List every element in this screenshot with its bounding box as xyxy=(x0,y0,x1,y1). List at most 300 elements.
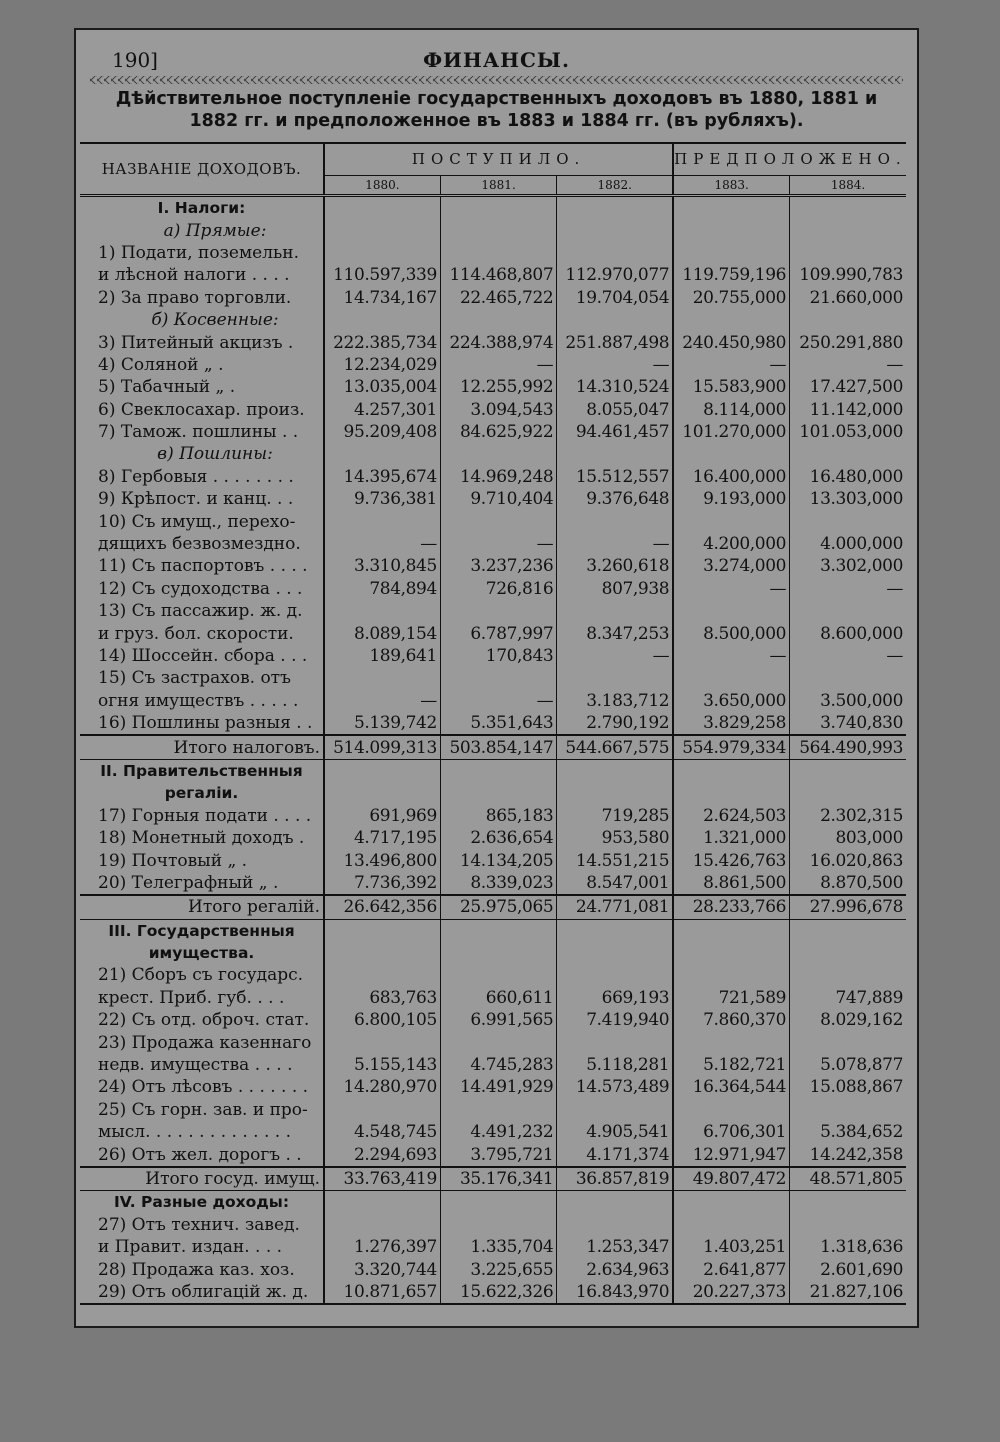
subsection-heading: а) Прямые: xyxy=(163,220,267,241)
row-label: 29) Отъ облигацій ж. д. xyxy=(98,1281,309,1302)
row-label: огня имуществъ . . . . . xyxy=(98,690,299,711)
value-cell xyxy=(790,1214,906,1236)
value-cell: — xyxy=(673,645,789,667)
value-cell: 4.171,374 xyxy=(557,1143,673,1166)
value-cell xyxy=(324,510,440,532)
table-row xyxy=(80,376,906,398)
value-cell: 20.755,000 xyxy=(673,287,789,309)
value-cell: 3.740,830 xyxy=(790,712,906,735)
value-cell xyxy=(673,782,789,804)
value-cell: 2.790,192 xyxy=(557,712,673,735)
table-row xyxy=(80,533,906,555)
value-cell: 1.403,251 xyxy=(673,1236,789,1258)
value-cell xyxy=(440,919,556,942)
value-cell: — xyxy=(790,645,906,667)
value-cell: 544.667,575 xyxy=(557,735,673,759)
value-cell: 4.905,541 xyxy=(557,1121,673,1143)
value-cell: 2.601,690 xyxy=(790,1258,906,1280)
value-cell: 3.274,000 xyxy=(673,555,789,577)
value-cell: 8.029,162 xyxy=(790,1009,906,1031)
value-cell: 669,193 xyxy=(557,987,673,1009)
value-cell xyxy=(440,1031,556,1053)
value-cell: 14.395,674 xyxy=(324,466,440,488)
row-label: 11) Съ паспортовъ . . . . xyxy=(98,556,308,577)
value-cell xyxy=(324,759,440,782)
row-label: 20) Телеграфный „ . xyxy=(98,872,279,893)
value-cell: 6.800,105 xyxy=(324,1009,440,1031)
section-heading: III. Государственныя xyxy=(80,919,324,942)
value-cell: — xyxy=(440,533,556,555)
value-cell: 8.600,000 xyxy=(790,622,906,644)
total-label: Итого налоговъ. xyxy=(80,735,324,759)
value-cell xyxy=(790,1031,906,1053)
value-cell xyxy=(673,942,789,964)
value-cell: 2.302,315 xyxy=(790,805,906,827)
value-cell: 95.209,408 xyxy=(324,421,440,443)
value-cell: 21.660,000 xyxy=(790,287,906,309)
row-label: 16) Пошлины разныя . . xyxy=(98,713,313,734)
value-cell: 84.625,922 xyxy=(440,421,556,443)
value-cell: 4.257,301 xyxy=(324,399,440,421)
table-row xyxy=(80,331,906,353)
table-row xyxy=(80,712,906,735)
value-cell: 8.347,253 xyxy=(557,622,673,644)
year-header-1882: 1882. xyxy=(557,175,673,195)
row-label: дящихъ безвозмездно. xyxy=(98,534,301,555)
row-label: 2) За право торговли. xyxy=(98,287,292,308)
value-cell xyxy=(324,919,440,942)
book-page xyxy=(74,28,919,1328)
value-cell: 4.491,232 xyxy=(440,1121,556,1143)
value-cell: 6.991,565 xyxy=(440,1009,556,1031)
row-label: 17) Горныя подати . . . . xyxy=(98,805,312,826)
value-cell xyxy=(324,309,440,331)
value-cell: 784,894 xyxy=(324,578,440,600)
value-cell xyxy=(440,1099,556,1121)
value-cell: 660,611 xyxy=(440,987,556,1009)
value-cell: 28.233,766 xyxy=(673,895,789,919)
value-cell: 8.339,023 xyxy=(440,872,556,895)
value-cell xyxy=(673,667,789,689)
value-cell: 15.088,867 xyxy=(790,1076,906,1098)
value-cell: 33.763,419 xyxy=(324,1167,440,1191)
value-cell: 12.971,947 xyxy=(673,1143,789,1166)
value-cell xyxy=(673,219,789,241)
value-cell: 10.871,657 xyxy=(324,1281,440,1304)
value-cell: 721,589 xyxy=(673,987,789,1009)
value-cell: 953,580 xyxy=(557,827,673,849)
table-row xyxy=(80,242,906,264)
value-cell xyxy=(790,242,906,264)
value-cell: 803,000 xyxy=(790,827,906,849)
table-title: Дѣйствительное поступленіе государственныхъ доходовъ въ 1880, 1881 и 1882 гг. и предположенное въ 1883 и 1884 гг. (въ рубляхъ). xyxy=(115,89,878,131)
section-row xyxy=(80,782,906,804)
value-cell: 3.829,258 xyxy=(673,712,789,735)
value-cell: 683,763 xyxy=(324,987,440,1009)
value-cell xyxy=(790,964,906,986)
value-cell: 24.771,081 xyxy=(557,895,673,919)
value-cell xyxy=(440,782,556,804)
row-label: и лѣсной налоги . . . . xyxy=(98,265,290,286)
value-cell xyxy=(790,196,906,220)
value-cell xyxy=(557,1191,673,1214)
value-cell: 5.155,143 xyxy=(324,1054,440,1076)
value-cell xyxy=(324,1031,440,1053)
table-row xyxy=(80,1076,906,1098)
value-cell xyxy=(673,510,789,532)
table-row xyxy=(80,690,906,712)
value-cell xyxy=(673,759,789,782)
value-cell: 13.035,004 xyxy=(324,376,440,398)
value-cell: 21.827,106 xyxy=(790,1281,906,1304)
value-cell: 94.461,457 xyxy=(557,421,673,443)
value-cell xyxy=(673,242,789,264)
value-cell xyxy=(324,782,440,804)
value-cell xyxy=(790,309,906,331)
wavy-divider xyxy=(90,76,903,84)
value-cell: 9.376,648 xyxy=(557,488,673,510)
value-cell xyxy=(324,964,440,986)
value-cell: — xyxy=(557,354,673,376)
value-cell: 14.310,524 xyxy=(557,376,673,398)
value-cell: 12.255,992 xyxy=(440,376,556,398)
row-label: 10) Съ имущ., перехо- xyxy=(98,511,296,532)
value-cell xyxy=(557,1099,673,1121)
value-cell: 3.310,845 xyxy=(324,555,440,577)
value-cell xyxy=(557,782,673,804)
value-cell xyxy=(440,242,556,264)
value-cell xyxy=(790,942,906,964)
value-cell xyxy=(557,919,673,942)
value-cell xyxy=(324,600,440,622)
row-label: 12) Съ судоходства . . . xyxy=(98,578,303,599)
row-label: 15) Съ застрахов. отъ xyxy=(98,668,291,689)
value-cell xyxy=(440,964,556,986)
value-cell: 503.854,147 xyxy=(440,735,556,759)
value-cell xyxy=(790,1191,906,1214)
value-cell: — xyxy=(557,533,673,555)
value-cell: 2.624,503 xyxy=(673,805,789,827)
value-cell: 22.465,722 xyxy=(440,287,556,309)
row-label: крест. Приб. губ. . . . xyxy=(98,987,285,1008)
value-cell: 101.053,000 xyxy=(790,421,906,443)
value-cell: 19.704,054 xyxy=(557,287,673,309)
value-cell: 49.807,472 xyxy=(673,1167,789,1191)
value-cell xyxy=(557,600,673,622)
value-cell: 1.335,704 xyxy=(440,1236,556,1258)
value-cell xyxy=(557,242,673,264)
table-row xyxy=(80,667,906,689)
value-cell: 3.260,618 xyxy=(557,555,673,577)
value-cell xyxy=(673,964,789,986)
value-cell: 114.468,807 xyxy=(440,264,556,286)
value-cell xyxy=(440,942,556,964)
value-cell: 1.321,000 xyxy=(673,827,789,849)
section-heading: IV. Разные доходы: xyxy=(80,1191,324,1214)
value-cell xyxy=(440,1214,556,1236)
total-row xyxy=(80,1167,906,1191)
value-cell: 9.710,404 xyxy=(440,488,556,510)
value-cell: 8.870,500 xyxy=(790,872,906,895)
section-row xyxy=(80,1191,906,1214)
value-cell: 16.480,000 xyxy=(790,466,906,488)
row-label: 14) Шоссейн. сбора . . . xyxy=(98,646,308,666)
value-cell: 14.134,205 xyxy=(440,849,556,871)
value-cell xyxy=(440,309,556,331)
row-label: 7) Тамож. пошлины . . xyxy=(98,422,299,443)
value-cell: 9.193,000 xyxy=(673,488,789,510)
row-label: 23) Продажа казеннаго xyxy=(98,1032,312,1053)
value-cell: 14.551,215 xyxy=(557,849,673,871)
value-cell xyxy=(673,1099,789,1121)
value-cell: 5.182,721 xyxy=(673,1054,789,1076)
value-cell: 8.547,001 xyxy=(557,872,673,895)
value-cell xyxy=(673,919,789,942)
table-row xyxy=(80,1121,906,1143)
section-row xyxy=(80,443,906,465)
value-cell xyxy=(324,1099,440,1121)
value-cell: 5.384,652 xyxy=(790,1121,906,1143)
table-row xyxy=(80,421,906,443)
value-cell: 15.622,326 xyxy=(440,1281,556,1304)
value-cell: 1.318,636 xyxy=(790,1236,906,1258)
value-cell xyxy=(324,196,440,220)
row-label: недв. имущества . . . . xyxy=(98,1055,293,1076)
value-cell: 13.303,000 xyxy=(790,488,906,510)
year-header-1880: 1880. xyxy=(324,175,440,195)
value-cell: 16.400,000 xyxy=(673,466,789,488)
year-header-1883: 1883. xyxy=(673,175,789,195)
value-cell: 2.294,693 xyxy=(324,1143,440,1166)
revenue-table xyxy=(80,142,906,1305)
table-row xyxy=(80,805,906,827)
value-cell: 14.491,929 xyxy=(440,1076,556,1098)
value-cell: 726,816 xyxy=(440,578,556,600)
value-cell: 14.242,358 xyxy=(790,1143,906,1166)
value-cell: 691,969 xyxy=(324,805,440,827)
value-cell: 4.717,195 xyxy=(324,827,440,849)
row-label: 18) Монетный доходъ . xyxy=(98,828,305,849)
value-cell: 3.094,543 xyxy=(440,399,556,421)
table-row xyxy=(80,578,906,600)
value-cell: 8.055,047 xyxy=(557,399,673,421)
value-cell: 1.253,347 xyxy=(557,1236,673,1258)
total-label: Итого регалій. xyxy=(80,895,324,919)
value-cell xyxy=(673,1031,789,1053)
value-cell xyxy=(440,219,556,241)
subsection-heading: б) Косвенные: xyxy=(151,310,279,331)
value-cell: 1.276,397 xyxy=(324,1236,440,1258)
value-cell: 8.089,154 xyxy=(324,622,440,644)
value-cell: 14.573,489 xyxy=(557,1076,673,1098)
value-cell: 48.571,805 xyxy=(790,1167,906,1191)
value-cell: 865,183 xyxy=(440,805,556,827)
value-cell xyxy=(790,782,906,804)
table-row xyxy=(80,1143,906,1166)
value-cell xyxy=(440,759,556,782)
value-cell: 6.787,997 xyxy=(440,622,556,644)
value-cell: 4.548,745 xyxy=(324,1121,440,1143)
subsection-heading: в) Пошлины: xyxy=(157,444,273,465)
row-label: 28) Продажа каз. хоз. xyxy=(98,1259,295,1280)
value-cell: 250.291,880 xyxy=(790,331,906,353)
value-cell: 170,843 xyxy=(440,645,556,667)
table-row xyxy=(80,622,906,644)
value-cell xyxy=(324,242,440,264)
value-cell xyxy=(557,667,673,689)
row-label: 1) Подати, поземельн. xyxy=(98,242,300,263)
value-cell xyxy=(557,309,673,331)
value-cell: 3.302,000 xyxy=(790,555,906,577)
value-cell: 251.887,498 xyxy=(557,331,673,353)
value-cell: 554.979,334 xyxy=(673,735,789,759)
value-cell: 20.227,373 xyxy=(673,1281,789,1304)
row-label: 24) Отъ лѣсовъ . . . . . . . xyxy=(98,1077,309,1098)
value-cell: 4.200,000 xyxy=(673,533,789,555)
table-row xyxy=(80,964,906,986)
value-cell xyxy=(790,443,906,465)
value-cell: 5.078,877 xyxy=(790,1054,906,1076)
value-cell: 7.736,392 xyxy=(324,872,440,895)
value-cell: 109.990,783 xyxy=(790,264,906,286)
value-cell: 5.118,281 xyxy=(557,1054,673,1076)
value-cell: 35.176,341 xyxy=(440,1167,556,1191)
table-row xyxy=(80,849,906,871)
value-cell: 8.114,000 xyxy=(673,399,789,421)
value-cell xyxy=(324,667,440,689)
value-cell: — xyxy=(673,354,789,376)
row-label: и груз. бол. скорости. xyxy=(98,623,294,644)
section-row xyxy=(80,942,906,964)
value-cell: 4.745,283 xyxy=(440,1054,556,1076)
value-cell: 807,938 xyxy=(557,578,673,600)
value-cell: 240.450,980 xyxy=(673,331,789,353)
value-cell: 222.385,734 xyxy=(324,331,440,353)
value-cell: 3.500,000 xyxy=(790,690,906,712)
value-cell xyxy=(790,1099,906,1121)
value-cell xyxy=(557,510,673,532)
value-cell: 110.597,339 xyxy=(324,264,440,286)
value-cell: 12.234,029 xyxy=(324,354,440,376)
row-label: 13) Съ пассажир. ж. д. xyxy=(98,601,303,622)
value-cell xyxy=(673,196,789,220)
value-cell: 2.634,963 xyxy=(557,1258,673,1280)
page-number: 190] xyxy=(112,48,158,72)
value-cell: 26.642,356 xyxy=(324,895,440,919)
value-cell: 15.583,900 xyxy=(673,376,789,398)
value-cell xyxy=(790,759,906,782)
value-cell xyxy=(440,667,556,689)
value-cell: 11.142,000 xyxy=(790,399,906,421)
row-label: 27) Отъ технич. завед. xyxy=(98,1214,300,1235)
row-label: 19) Почтовый „ . xyxy=(98,850,248,871)
section-heading: II. Правительственныя xyxy=(80,759,324,782)
value-cell: 15.512,557 xyxy=(557,466,673,488)
table-row xyxy=(80,1214,906,1236)
value-cell: 3.795,721 xyxy=(440,1143,556,1166)
value-cell xyxy=(790,667,906,689)
table-row xyxy=(80,510,906,532)
value-cell xyxy=(324,219,440,241)
value-cell xyxy=(790,510,906,532)
value-cell xyxy=(557,219,673,241)
value-cell: 25.975,065 xyxy=(440,895,556,919)
row-label: 26) Отъ жел. дорогъ . . xyxy=(98,1144,302,1165)
value-cell xyxy=(440,510,556,532)
value-cell xyxy=(557,196,673,220)
value-cell xyxy=(790,219,906,241)
section-row xyxy=(80,759,906,782)
column-header-name: НАЗВАНІЕ ДОХОДОВЪ. xyxy=(101,160,302,178)
value-cell xyxy=(440,443,556,465)
section-row xyxy=(80,919,906,942)
value-cell: 16.843,970 xyxy=(557,1281,673,1304)
value-cell xyxy=(324,443,440,465)
value-cell xyxy=(557,964,673,986)
table-row xyxy=(80,1236,906,1258)
row-label: 3) Питейный акцизъ . xyxy=(98,332,294,353)
value-cell xyxy=(557,1031,673,1053)
row-label: 8) Гербовыя . . . . . . . . xyxy=(98,466,294,487)
section-row xyxy=(80,219,906,241)
section-heading: I. Налоги: xyxy=(80,196,324,220)
table-row xyxy=(80,1031,906,1053)
value-cell: 3.320,744 xyxy=(324,1258,440,1280)
table-row xyxy=(80,1009,906,1031)
section-heading: имущества. xyxy=(148,944,255,963)
value-cell: 7.860,370 xyxy=(673,1009,789,1031)
table-row xyxy=(80,1099,906,1121)
value-cell: 7.419,940 xyxy=(557,1009,673,1031)
section-row xyxy=(80,309,906,331)
value-cell xyxy=(673,600,789,622)
row-label: 22) Съ отд. оброч. стат. xyxy=(98,1010,310,1031)
value-cell: 2.636,654 xyxy=(440,827,556,849)
value-cell xyxy=(324,942,440,964)
value-cell xyxy=(324,1191,440,1214)
value-cell: 112.970,077 xyxy=(557,264,673,286)
row-label: и Правит. издан. . . . xyxy=(98,1237,283,1258)
total-row xyxy=(80,735,906,759)
value-cell: 13.496,800 xyxy=(324,849,440,871)
value-cell: 3.183,712 xyxy=(557,690,673,712)
table-row xyxy=(80,645,906,667)
column-group-received: ПОСТУПИЛО. xyxy=(324,143,673,175)
value-cell: 27.996,678 xyxy=(790,895,906,919)
value-cell: 224.388,974 xyxy=(440,331,556,353)
value-cell xyxy=(440,600,556,622)
total-label: Итого госуд. имущ. xyxy=(80,1167,324,1191)
value-cell: 9.736,381 xyxy=(324,488,440,510)
running-head: ФИНАНСЫ. xyxy=(423,48,570,72)
value-cell xyxy=(557,443,673,465)
section-row xyxy=(80,196,906,220)
value-cell xyxy=(557,942,673,964)
value-cell: 3.225,655 xyxy=(440,1258,556,1280)
table-row xyxy=(80,872,906,895)
value-cell: 16.020,863 xyxy=(790,849,906,871)
value-cell xyxy=(557,1214,673,1236)
value-cell: 119.759,196 xyxy=(673,264,789,286)
value-cell: — xyxy=(440,354,556,376)
value-cell: 189,641 xyxy=(324,645,440,667)
value-cell: 4.000,000 xyxy=(790,533,906,555)
row-label: 25) Съ горн. зав. и про- xyxy=(98,1099,308,1120)
year-header-1881: 1881. xyxy=(440,175,556,195)
table-row xyxy=(80,1281,906,1304)
value-cell: 36.857,819 xyxy=(557,1167,673,1191)
value-cell: — xyxy=(673,578,789,600)
